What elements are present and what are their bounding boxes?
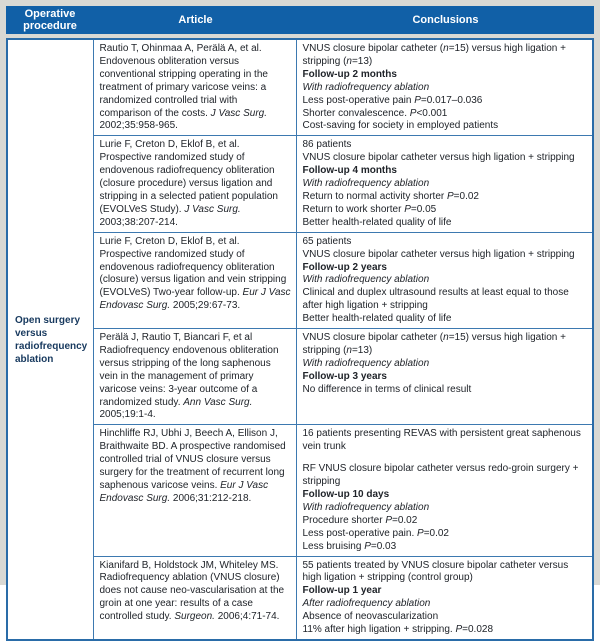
text-segment: P	[364, 540, 371, 552]
text-segment: Perälä J, Rautio T, Biancari F, et al Radiofrequency endovenous obliteration versus stripping of the long saphenous vein in the management of primary varicose veins: 3-year outcome of a randomized study.	[99, 332, 279, 408]
conclusions-cell	[296, 39, 593, 136]
conclusion-line	[303, 69, 588, 82]
text-segment: VNUS closure bipolar catheter (	[302, 332, 444, 344]
conclusion-line	[303, 502, 588, 515]
table-row	[7, 232, 593, 328]
text-segment: =0.017–0.036	[420, 94, 483, 106]
text-segment: 11% after high ligation + stripping.	[302, 624, 456, 636]
text-segment: Surgeon.	[174, 611, 215, 623]
text-segment: Lurie F, Creton D, Eklof B, et al. Prospective randomized study of endovenous radiofrequency obliteration (closure procedure) versus ligation and stripping in a selected patient population (EVOLVeS Study).	[99, 139, 278, 215]
text-segment: With radiofrequency ablation	[302, 178, 430, 190]
text-segment: 55 patients treated by VNUS closure bipolar catheter versus high ligation + stripping (control group)	[302, 559, 569, 584]
text-segment: Return to normal activity shorter	[302, 190, 447, 202]
text-segment: Less post-operative pain.	[302, 527, 418, 539]
text-segment: =0.028	[462, 624, 494, 636]
text-segment: P	[385, 514, 392, 526]
table-body	[7, 39, 593, 640]
conclusion-line	[303, 178, 588, 191]
article-cell	[93, 329, 296, 425]
text-segment: VNUS closure bipolar catheter versus high ligation + stripping	[302, 248, 575, 260]
table-row	[7, 136, 593, 232]
text-segment: With radiofrequency ablation	[302, 501, 430, 513]
text-segment: No difference in terms of clinical result	[302, 383, 472, 395]
conclusion-line	[303, 152, 588, 165]
conclusion-line	[303, 249, 588, 262]
text-segment: After radiofrequency ablation	[302, 598, 431, 610]
text-segment: Eur J Vasc Endovasc Surg.	[99, 480, 269, 504]
text-segment: Rautio T, Ohinmaa A, Perälä A, et al. Endovenous obliteration versus conventional stripping operating in the treatment of primary varicose veins: a randomized controlled trial with comparison of the costs.	[99, 43, 268, 119]
conclusion-line	[303, 611, 588, 624]
text-segment: n	[346, 55, 352, 67]
text-segment: =0.02	[423, 527, 449, 539]
text-segment: n	[443, 332, 449, 344]
text-segment: RF VNUS closure bipolar catheter versus redo-groin surgery + stripping	[302, 463, 579, 488]
text-segment: Absence of neovascularization	[302, 611, 439, 623]
text-segment: P	[417, 527, 424, 539]
conclusion-line	[303, 463, 588, 489]
text-segment: n	[443, 43, 449, 54]
conclusion-line	[303, 217, 588, 230]
text-segment: Better health-related quality of life	[302, 313, 452, 325]
text-segment: Hinchliffe RJ, Ubhi J, Beech A, Ellison J, Braithwaite BD. A prospective randomised controlled trial of VNUS closure versus surgery for the treatment of recurrent long saphenous varicose veins.	[99, 428, 286, 491]
text-segment: With radiofrequency ablation	[302, 357, 430, 369]
text-segment: 2006;31:212-218.	[170, 492, 252, 504]
text-segment: Cost-saving for society in employed patients	[302, 120, 499, 132]
study-table	[6, 38, 594, 641]
conclusions-cell	[296, 232, 593, 328]
conclusion-line	[303, 454, 588, 463]
conclusion-line	[303, 165, 588, 178]
text-segment: Less post-operative pain	[302, 94, 415, 106]
text-segment: Follow-up 2 months	[302, 68, 397, 80]
conclusion-line	[303, 139, 588, 152]
text-segment: With radiofrequency ablation	[302, 81, 430, 93]
text-segment: Procedure shorter	[302, 514, 386, 526]
text-segment: Return to work shorter	[302, 203, 405, 215]
conclusion-line	[303, 313, 588, 326]
article-cell	[93, 556, 296, 640]
conclusions-cell	[296, 329, 593, 425]
text-segment: 2006;4:71-74.	[214, 611, 280, 623]
text-segment: Kianifard B, Holdstock JM, Whiteley MS. Radiofrequency ablation (VNUS closure) does not cause neo-vascularisation at the groin at one year: results of a case controlled study.	[99, 559, 285, 623]
text-segment: P	[404, 203, 411, 215]
conclusion-line	[303, 236, 588, 249]
conclusion-line	[303, 428, 588, 454]
conclusion-line	[303, 43, 588, 69]
text-segment: VNUS closure bipolar catheter versus high ligation + stripping	[302, 152, 575, 164]
conclusion-line	[303, 274, 588, 287]
text-segment: =13)	[351, 55, 373, 67]
text-segment: J Vasc Surg.	[184, 203, 241, 215]
operative-procedure-cell	[7, 39, 93, 640]
text-segment: <0.001	[416, 107, 448, 119]
text-segment: =0.05	[410, 203, 437, 215]
text-segment: 86 patients	[302, 139, 352, 151]
text-segment: Follow-up 2 years	[302, 261, 387, 273]
article-cell	[93, 39, 296, 136]
text-segment: 2005;29:67-73.	[170, 300, 241, 312]
conclusion-line	[303, 560, 588, 586]
article-cell	[93, 425, 296, 556]
text-segment: Less bruising	[302, 540, 365, 552]
text-segment: J Vasc Surg.	[210, 107, 267, 119]
article-cell	[93, 136, 296, 232]
text-segment: =0.03	[370, 540, 397, 552]
text-segment: P	[455, 624, 463, 636]
text-segment: =0.02	[453, 190, 479, 202]
conclusions-cell	[296, 136, 593, 232]
conclusions-cell	[296, 556, 593, 640]
text-segment: =15) versus high ligation + stripping (	[302, 43, 566, 67]
header-article: Article	[178, 14, 213, 26]
text-segment: =15) versus high ligation + stripping (	[302, 332, 566, 356]
header-conclusions: Conclusions	[412, 14, 479, 26]
text-segment: 16 patients presenting REVAS with persistent great saphenous vein trunk	[302, 428, 581, 453]
table-row	[7, 39, 593, 136]
conclusion-line	[303, 515, 588, 528]
conclusion-line	[303, 598, 588, 611]
text-segment: Eur J Vasc Endovasc Surg.	[99, 287, 291, 312]
text-segment: Follow-up 4 months	[302, 165, 397, 177]
text-segment: With radiofrequency ablation	[302, 274, 430, 286]
conclusion-line	[303, 332, 588, 358]
text-segment: P	[414, 94, 421, 106]
text-segment: Follow-up 3 years	[302, 370, 387, 382]
conclusion-line	[303, 262, 588, 275]
text-segment: 2003;38:207-214.	[99, 216, 178, 228]
conclusions-cell	[296, 425, 593, 556]
text-segment: VNUS closure bipolar catheter (	[302, 43, 444, 54]
operative-procedure-label: Open surgery versus radiofrequency ablation	[15, 314, 88, 365]
text-segment: P	[447, 190, 454, 202]
text-segment: Ann Vasc Surg.	[183, 396, 253, 408]
table-row	[7, 329, 593, 425]
conclusion-line	[303, 82, 588, 95]
conclusion-line	[303, 120, 588, 133]
text-segment: P	[409, 107, 417, 119]
text-segment: Follow-up 10 days	[302, 489, 390, 500]
conclusion-line	[303, 191, 588, 204]
conclusion-line	[303, 624, 588, 637]
conclusion-line	[303, 358, 588, 371]
article-cell	[93, 232, 296, 328]
text-segment: Follow-up 1 year	[302, 585, 382, 597]
conclusion-line	[303, 371, 588, 384]
conclusion-line	[303, 585, 588, 598]
conclusion-line	[303, 108, 588, 121]
conclusion-line	[303, 204, 588, 217]
text-segment: Better health-related quality of life	[302, 216, 452, 228]
text-segment: 2005;19:1-4.	[99, 409, 156, 421]
table-row	[7, 425, 593, 556]
conclusion-line	[303, 489, 588, 502]
table-row	[7, 556, 593, 640]
text-segment: n	[346, 344, 352, 356]
text-segment: =0.02	[392, 514, 418, 526]
conclusion-line	[303, 528, 588, 541]
conclusion-line	[303, 287, 588, 313]
conclusion-line	[303, 95, 588, 108]
text-segment: Shorter convalescence.	[302, 107, 410, 119]
text-segment: Clinical and duplex ultrasound results at least equal to those after high ligation + stripping	[302, 287, 569, 312]
text-segment: 65 patients	[302, 235, 352, 247]
table-header	[6, 6, 594, 34]
conclusion-line	[303, 541, 588, 554]
conclusion-line	[303, 384, 588, 397]
text-segment: =13)	[351, 344, 373, 356]
text-segment: Lurie F, Creton D, Eklof B, et al. Prospective randomized study of endovenous radiofrequency obliteration (closure) versus ligation and vein stripping (EVOLVeS) Two-year follow-up.	[99, 235, 287, 299]
text-segment: 2002;35:958-965.	[99, 120, 178, 132]
header-operative-procedure: Operative procedure	[23, 8, 77, 32]
